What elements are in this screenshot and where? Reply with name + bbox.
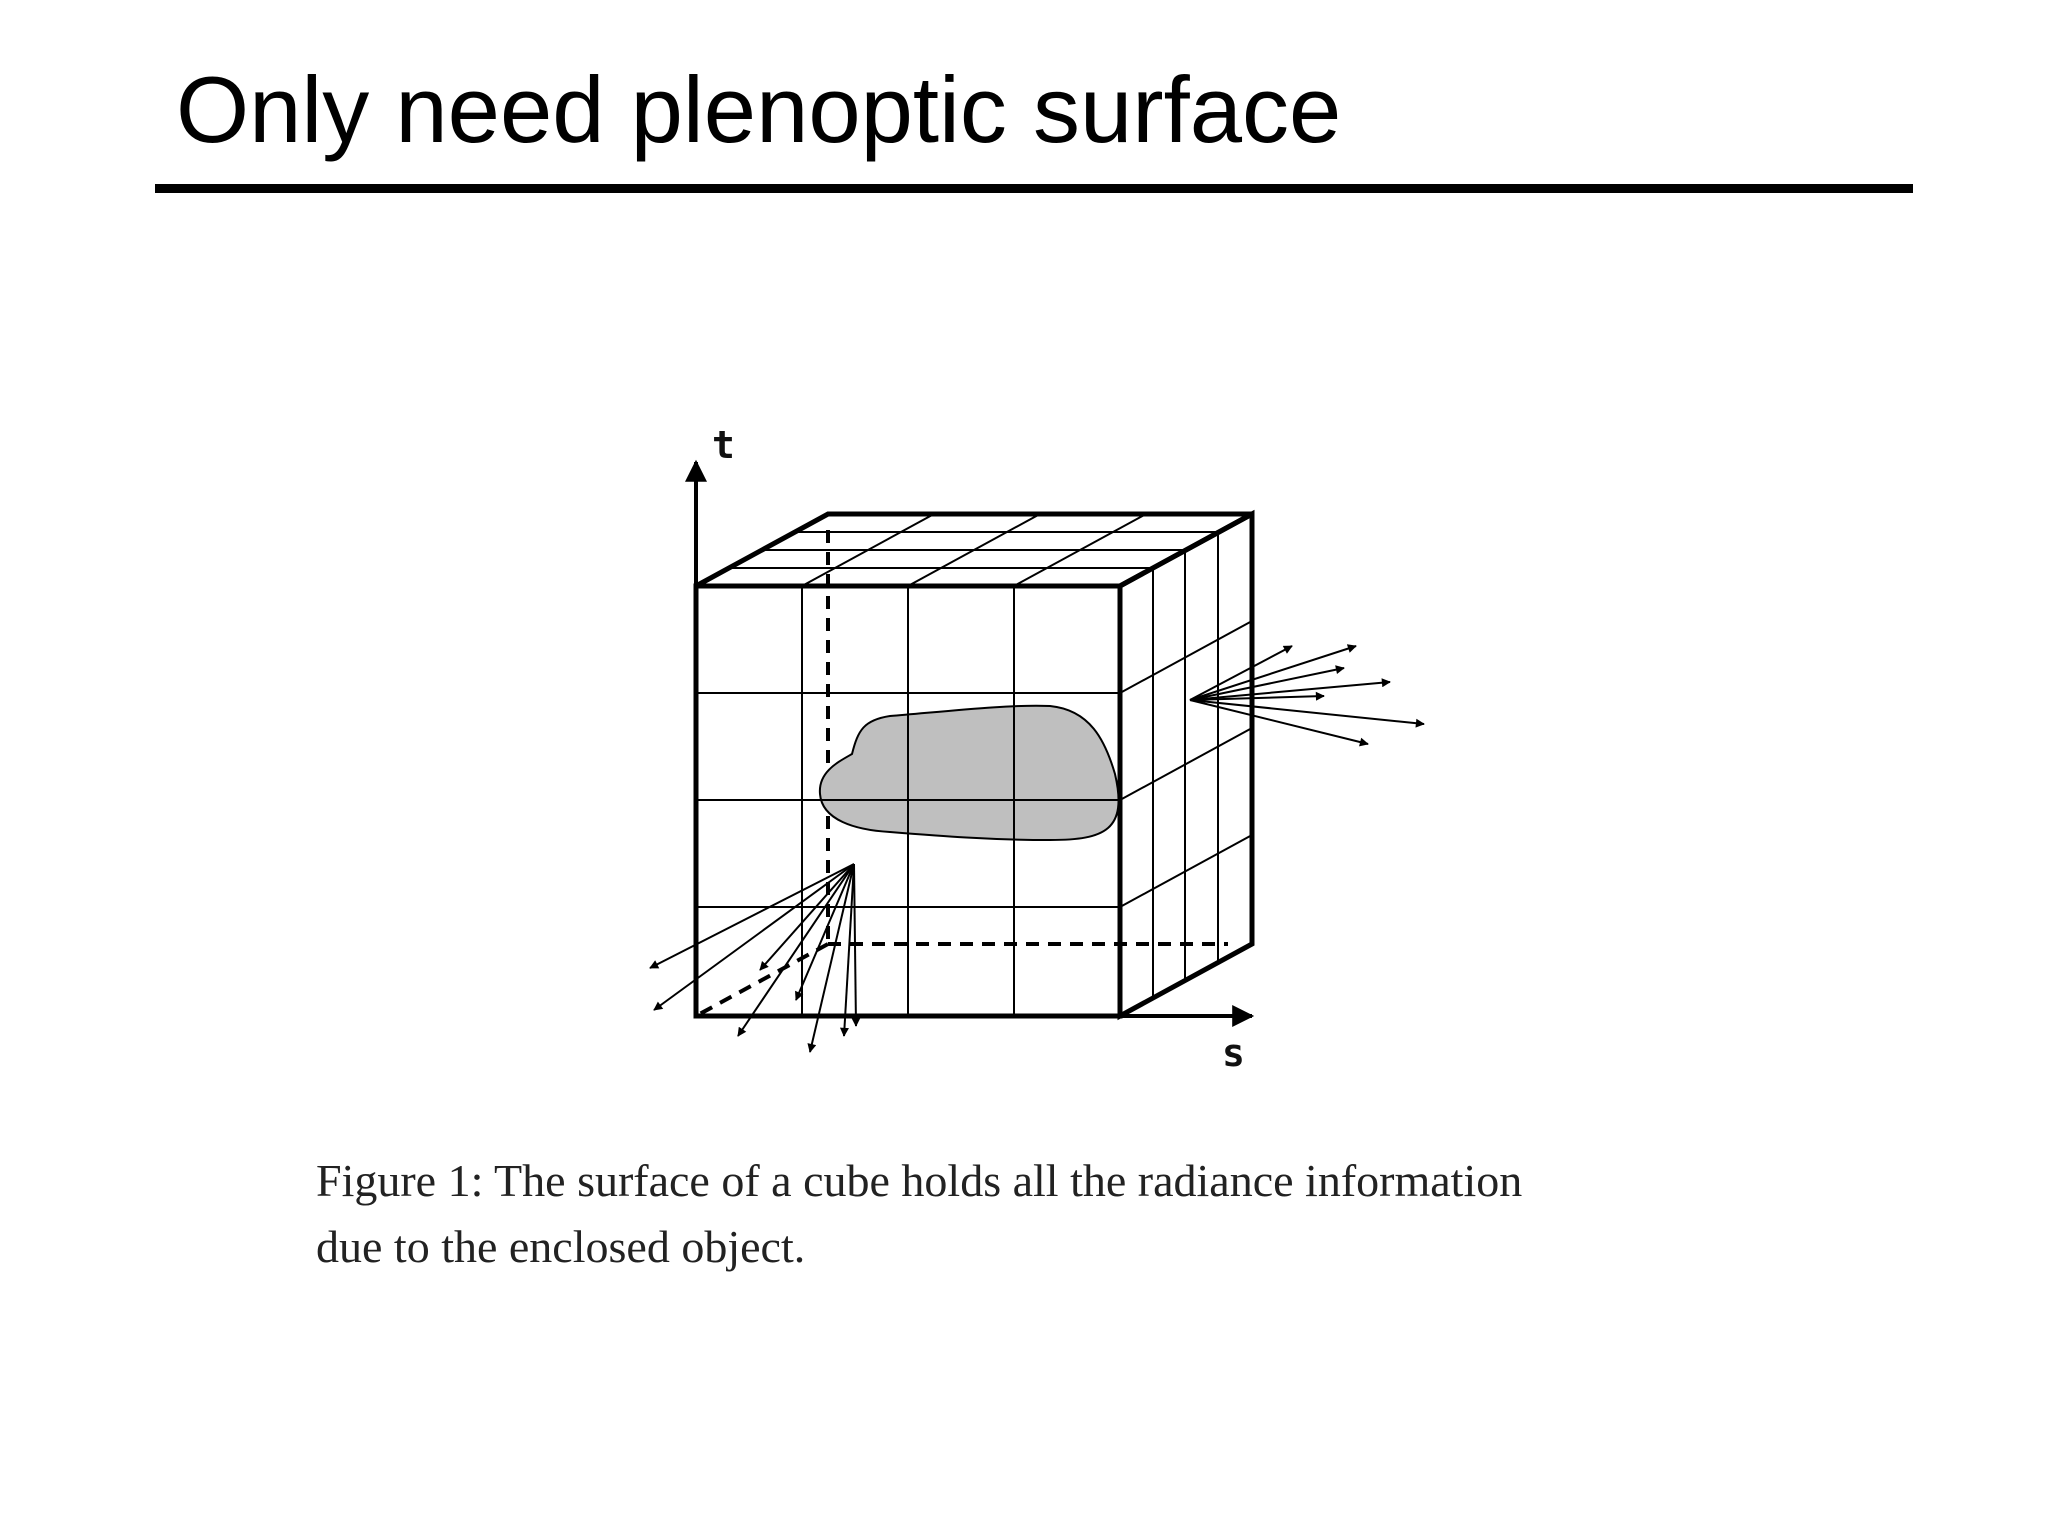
caption-line-1: Figure 1: The surface of a cube holds all the radiance information <box>316 1155 1523 1206</box>
cube-diagram <box>600 420 1500 1100</box>
right-face-grid <box>1120 532 1252 998</box>
right-face-rays <box>1190 646 1424 744</box>
t-axis-label: t <box>712 423 735 467</box>
bottom-face-rays <box>650 864 856 1052</box>
slide-title: Only need plenoptic surface <box>176 57 1342 162</box>
caption-line-2: due to the enclosed object. <box>316 1221 806 1272</box>
enclosed-object <box>820 706 1119 840</box>
title-underline <box>155 184 1913 193</box>
s-axis-label: s <box>1222 1031 1245 1075</box>
figure-caption <box>316 1148 1836 1280</box>
cube-figure <box>600 420 1500 1100</box>
front-face-grid <box>696 586 1120 1016</box>
